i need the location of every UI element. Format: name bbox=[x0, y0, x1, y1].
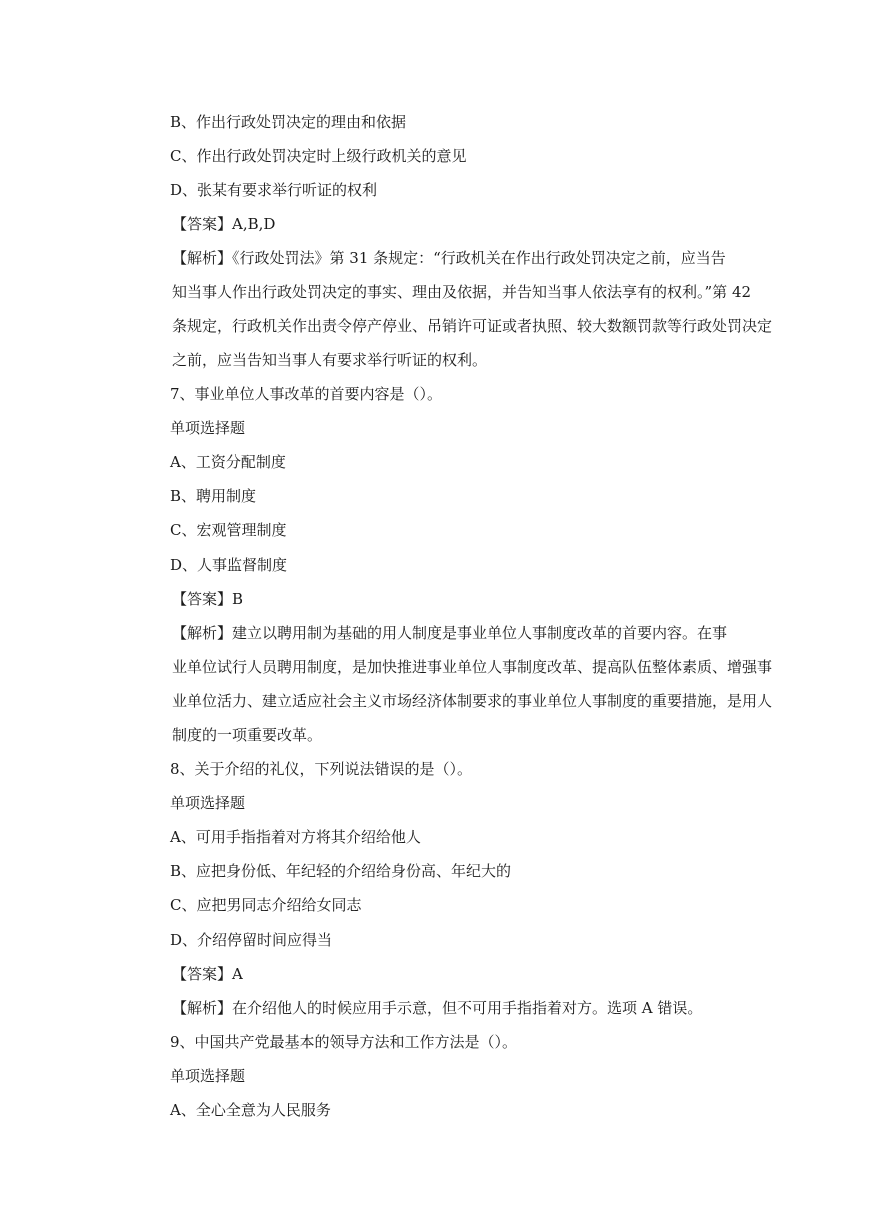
explanation-line: 【解析】建立以聘用制为基础的用人制度是事业单位人事制度改革的首要内容。在事 bbox=[172, 624, 728, 642]
option-c: C、作出行政处罚决定时上级行政机关的意见 bbox=[170, 147, 467, 165]
option-a: A、可用手指指着对方将其介绍给他人 bbox=[170, 828, 421, 846]
explanation-line: 条规定，行政机关作出责令停产停业、吊销许可证或者执照、较大数额罚款等行政处罚决定 bbox=[172, 317, 773, 335]
explanation-line: 制度的一项重要改革。 bbox=[172, 726, 323, 744]
explanation-line: 业单位试行人员聘用制度，是加快推进事业单位人事制度改革、提高队伍整体素质、增强事 bbox=[172, 658, 773, 676]
explanation-line: 业单位活力、建立适应社会主义市场经济体制要求的事业单位人事制度的重要措施，是用人 bbox=[172, 692, 773, 710]
question-9: 9、中国共产党最基本的领导方法和工作方法是（）。 bbox=[170, 1033, 518, 1051]
option-a: A、全心全意为人民服务 bbox=[170, 1101, 331, 1119]
option-b: B、作出行政处罚决定的理由和依据 bbox=[170, 113, 407, 131]
answer-line: 【答案】A bbox=[172, 965, 243, 983]
option-a: A、工资分配制度 bbox=[170, 453, 286, 471]
option-d: D、张某有要求举行听证的权利 bbox=[170, 181, 378, 199]
option-c: C、宏观管理制度 bbox=[170, 521, 287, 539]
explanation-line: 【解析】《行政处罚法》第 31 条规定：“行政机关在作出行政处罚决定之前，应当告 bbox=[172, 249, 726, 267]
question-7: 7、事业单位人事改革的首要内容是（）。 bbox=[170, 385, 443, 403]
option-b: B、聘用制度 bbox=[170, 487, 257, 505]
question-type: 单项选择题 bbox=[170, 794, 246, 812]
option-c: C、应把男同志介绍给女同志 bbox=[170, 896, 362, 914]
answer-line: 【答案】A,B,D bbox=[172, 215, 276, 233]
question-type: 单项选择题 bbox=[170, 1067, 246, 1085]
option-d: D、人事监督制度 bbox=[170, 556, 288, 574]
explanation-line: 【解析】在介绍他人的时候应用手示意，但不可用手指指着对方。选项 A 错误。 bbox=[172, 999, 703, 1017]
explanation-line: 之前，应当告知当事人有要求举行听证的权利。 bbox=[172, 351, 488, 369]
option-d: D、介绍停留时间应得当 bbox=[170, 931, 333, 949]
explanation-line: 知当事人作出行政处罚决定的事实、理由及依据，并告知当事人依法享有的权利。”第 42 bbox=[172, 283, 752, 301]
question-8: 8、关于介绍的礼仪，下列说法错误的是（）。 bbox=[170, 760, 473, 778]
question-type: 单项选择题 bbox=[170, 419, 246, 437]
option-b: B、应把身份低、年纪轻的介绍给身份高、年纪大的 bbox=[170, 862, 512, 880]
answer-line: 【答案】B bbox=[172, 590, 244, 608]
